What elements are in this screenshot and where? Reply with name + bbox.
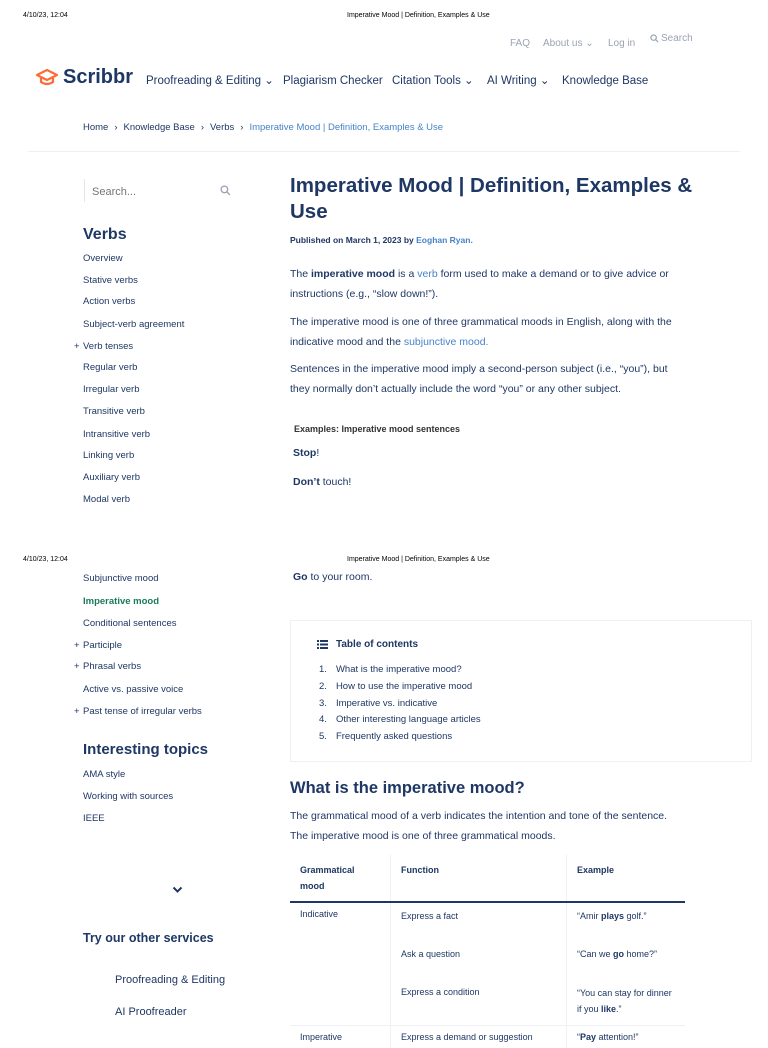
sidebar-item-phrasal-verbs[interactable] [83,661,141,672]
sidebar-item-auxiliary-verb[interactable]: Auxiliary verb [83,472,140,483]
toc-item[interactable]: 1. What is the imperative mood? [319,664,462,675]
table-cell: Express a demand or suggestion [391,1026,567,1048]
verb-link[interactable]: verb [417,268,437,280]
sidebar-item-participle[interactable] [83,640,122,651]
toc-item[interactable]: 3. Imperative vs. indicative [319,698,437,709]
sidebar-item-imperative-mood[interactable]: Imperative mood [83,596,159,607]
moods-table [290,855,685,1048]
page-title: Imperative Mood | Definition, Examples & Use [290,173,700,225]
interesting-topics-heading: Interesting topics [83,741,208,758]
subject-paragraph: Sentences in the imperative mood imply a second-person subject (i.e., “you”), but they normally don’t actually include the word “you” or any other subject. [290,359,690,399]
sidebar-item-conditional-sentences[interactable]: Conditional sentences [83,618,176,629]
nav-ai-writing[interactable]: AI Writing ⌄ [487,75,549,87]
list-icon [317,640,328,649]
toc-item[interactable]: 4. Other interesting language articles [319,714,481,725]
topic-ieee[interactable]: IEEE [83,813,105,824]
table-header: Grammatical mood [290,855,391,902]
about-us-link[interactable]: About us ⌄ [543,38,594,49]
subjunctive-mood-link[interactable]: subjunctive mood. [404,336,489,348]
sidebar-item-subject-verb-agreement[interactable]: Subject-verb agreement [83,319,184,330]
table-cell: “Can we go home?” [567,941,686,979]
intro-paragraph: The imperative mood is a verb form used to make a demand or to give advice or instructions (e.g., “slow down!”). [290,264,690,304]
sidebar-item-past-tense-irregular[interactable] [83,706,202,717]
sidebar-item-label: Verb tenses [83,341,133,352]
sidebar-item-action-verbs[interactable]: Action verbs [83,296,135,307]
breadcrumb-current[interactable]: Imperative Mood | Definition, Examples & Use [249,122,443,133]
breadcrumb-home[interactable]: Home [83,122,108,133]
table-row [290,1026,685,1048]
nav-proofreading[interactable]: Proofreading & Editing ⌄ [146,75,274,87]
table-row [290,902,685,941]
table-cell: “You can stay for dinner if you like.” [567,979,686,1026]
table-cell: Express a fact [391,902,567,941]
example-2: Don’t touch! [293,476,351,488]
example-1: Stop! [293,447,319,459]
breadcrumb: Home › Knowledge Base › Verbs › Imperative Mood | Definition, Examples & Use [83,122,443,133]
sidebar-item-transitive-verb[interactable]: Transitive verb [83,406,145,417]
topic-ama-style[interactable]: AMA style [83,769,125,780]
expand-plus-icon[interactable]: + [74,640,80,651]
section-heading: What is the imperative mood? [290,779,525,798]
service-proofreading[interactable]: Proofreading & Editing [115,974,225,986]
examples-heading: Examples: Imperative mood sentences [294,424,460,434]
byline [290,235,473,245]
table-cell: Imperative [290,1026,391,1048]
sidebar-item-regular-verb[interactable]: Regular verb [83,362,137,373]
toc-item[interactable]: 5. Frequently asked questions [319,731,452,742]
sidebar-heading: Verbs [83,226,127,244]
top-nav [510,33,530,51]
breadcrumb-knowledge-base[interactable]: Knowledge Base [124,122,195,133]
expand-plus-icon[interactable]: + [74,341,80,352]
services-heading: Try our other services [83,931,214,945]
nav-knowledge-base[interactable]: Knowledge Base [562,75,648,87]
breadcrumb-verbs[interactable]: Verbs [210,122,234,133]
byline-date: Published on March 1, 2023 by [290,235,414,245]
print-timestamp-2: 4/10/23, 12:04 [23,556,68,563]
search-icon[interactable] [220,185,231,196]
print-timestamp: 4/10/23, 12:04 [23,12,68,19]
graduation-cap-logo-icon [35,68,59,88]
topic-working-with-sources[interactable]: Working with sources [83,791,173,802]
grammatical-mood-paragraph: The grammatical mood of a verb indicates the intention and tone of the sentence. The imperative mood is one of three grammatical moods. [290,806,670,846]
chevron-down-icon[interactable] [172,886,183,894]
sidebar-item-linking-verb[interactable]: Linking verb [83,450,134,461]
example-3: Go to your room. [293,571,372,583]
print-page-title-2: Imperative Mood | Definition, Examples & Use [347,556,490,563]
table-header: Example [567,855,686,902]
sidebar-item-irregular-verb[interactable]: Irregular verb [83,384,140,395]
table-cell: “Amir plays golf.” [567,902,686,941]
sidebar-item-label: Participle [83,640,122,651]
nav-citation-tools[interactable]: Citation Tools ⌄ [392,75,474,87]
table-of-contents [290,620,752,762]
search-icon [650,34,659,43]
sidebar-item-stative-verbs[interactable]: Stative verbs [83,275,138,286]
top-search-link[interactable] [650,33,693,44]
service-ai-proofreader[interactable]: AI Proofreader [115,1006,187,1018]
sidebar-item-subjunctive-mood[interactable]: Subjunctive mood [83,573,159,584]
moods-paragraph: The imperative mood is one of three grammatical moods in English, along with the indicative mood and the subjunctive mood. [290,312,690,352]
sidebar-item-overview[interactable]: Overview [83,253,123,264]
expand-plus-icon[interactable]: + [74,661,80,672]
sidebar-search-input[interactable] [85,179,214,204]
brand-name: Scribbr [63,66,133,89]
table-cell: “Pay attention!” [567,1026,686,1048]
sidebar-item-active-passive-voice[interactable]: Active vs. passive voice [83,684,183,695]
expand-plus-icon[interactable]: + [74,706,80,717]
sidebar-item-label: Phrasal verbs [83,661,141,672]
print-page-title: Imperative Mood | Definition, Examples & Use [347,12,490,19]
sidebar-search [84,179,240,202]
sidebar-item-label: Past tense of irregular verbs [83,706,202,717]
toc-title: Table of contents [336,639,418,650]
toc-item[interactable]: 2. How to use the imperative mood [319,681,472,692]
table-cell: Express a condition [391,979,567,1026]
header-divider [28,151,740,152]
table-cell: Indicative [290,902,391,1026]
login-link[interactable]: Log in [608,38,635,49]
author-link[interactable]: Eoghan Ryan. [416,235,473,245]
sidebar-item-modal-verb[interactable]: Modal verb [83,494,130,505]
sidebar-item-verb-tenses[interactable] [83,341,133,352]
top-search-label: Search [661,33,693,44]
scribbr-logo[interactable] [35,66,133,89]
nav-plagiarism-checker[interactable]: Plagiarism Checker [283,75,383,87]
faq-link[interactable]: FAQ [510,38,530,49]
table-header: Function [391,855,567,902]
sidebar-item-intransitive-verb[interactable]: Intransitive verb [83,429,150,440]
table-cell: Ask a question [391,941,567,979]
